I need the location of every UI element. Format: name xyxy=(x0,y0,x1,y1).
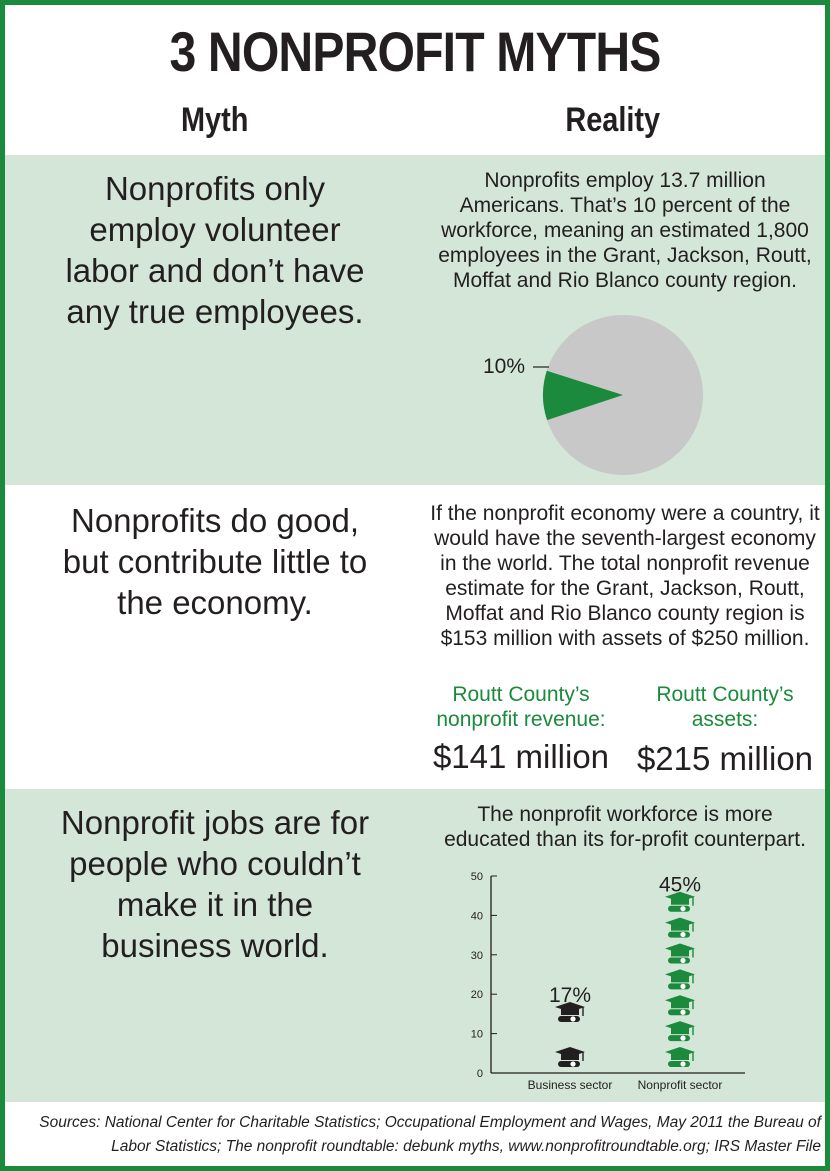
bar-y-tick-label: 10 xyxy=(470,1028,483,1041)
bar-y-tick-label: 20 xyxy=(470,989,483,1002)
myth-column-header: Myth xyxy=(180,101,249,139)
myth-1-text: Nonprofits only employ volunteer labor and don’t have any true employees. xyxy=(65,170,365,330)
bar-y-tick-label: 50 xyxy=(470,871,483,883)
sources-note: Sources: National Center for Charitable Statistics; Occupational Employment and Wages, May 2011 the Bureau of Labor Statistics; The nonprofit roundtable: debunk myths, www.nonprofitroundtable.org; IRS Master File xyxy=(39,1114,821,1155)
bar-category-label: Nonprofit sector xyxy=(637,1078,723,1092)
bar-data-label: 17% xyxy=(548,984,592,1008)
assets-stat-label: Routt County’s assets: xyxy=(656,683,794,731)
reality-3-text: The nonprofit workforce is more educated than its for-profit counterpart. xyxy=(444,803,806,851)
revenue-stat-label: Routt County’s nonprofit revenue: xyxy=(436,683,606,731)
bar-y-tick-label: 0 xyxy=(476,1068,483,1080)
bar-nonprofit-sector xyxy=(664,892,696,1073)
bar-business-sector xyxy=(554,1002,586,1073)
myth-3-text: Nonprofit jobs are for people who couldn’t make it in the business world. xyxy=(60,804,370,964)
bar-y-tick-label: 30 xyxy=(470,949,483,962)
reality-2-text: If the nonprofit economy were a country, it would have the seventh-largest economy in the world. The total nonprofit revenue estimate for the Grant, Jackson, Routt, Moffat and Rio Blanco county region is $153 million with assets of $250 million. xyxy=(430,502,820,650)
page-title: 3 NONPROFIT MYTHS xyxy=(169,20,661,83)
employment-pie-chart xyxy=(475,305,715,475)
myth-2-text: Nonprofits do good, but contribute little to the economy. xyxy=(62,502,368,621)
education-bar-chart xyxy=(455,860,755,1095)
reality-column-header: Reality xyxy=(565,101,661,139)
bar-y-tick-label: 40 xyxy=(470,910,483,923)
assets-stat-value: $215 million xyxy=(636,740,814,777)
bar-data-label: 45% xyxy=(658,873,702,897)
revenue-stat-value: $141 million xyxy=(432,738,610,775)
bar-category-label: Business sector xyxy=(527,1078,613,1092)
pie-data-label: 10% xyxy=(483,355,526,378)
reality-1-text: Nonprofits employ 13.7 million Americans. That’s 10 percent of the workforce, meaning an estimated 1,800 employees in the Grant, Jackson, Routt, Moffat and Rio Blanco county region. xyxy=(438,169,812,292)
